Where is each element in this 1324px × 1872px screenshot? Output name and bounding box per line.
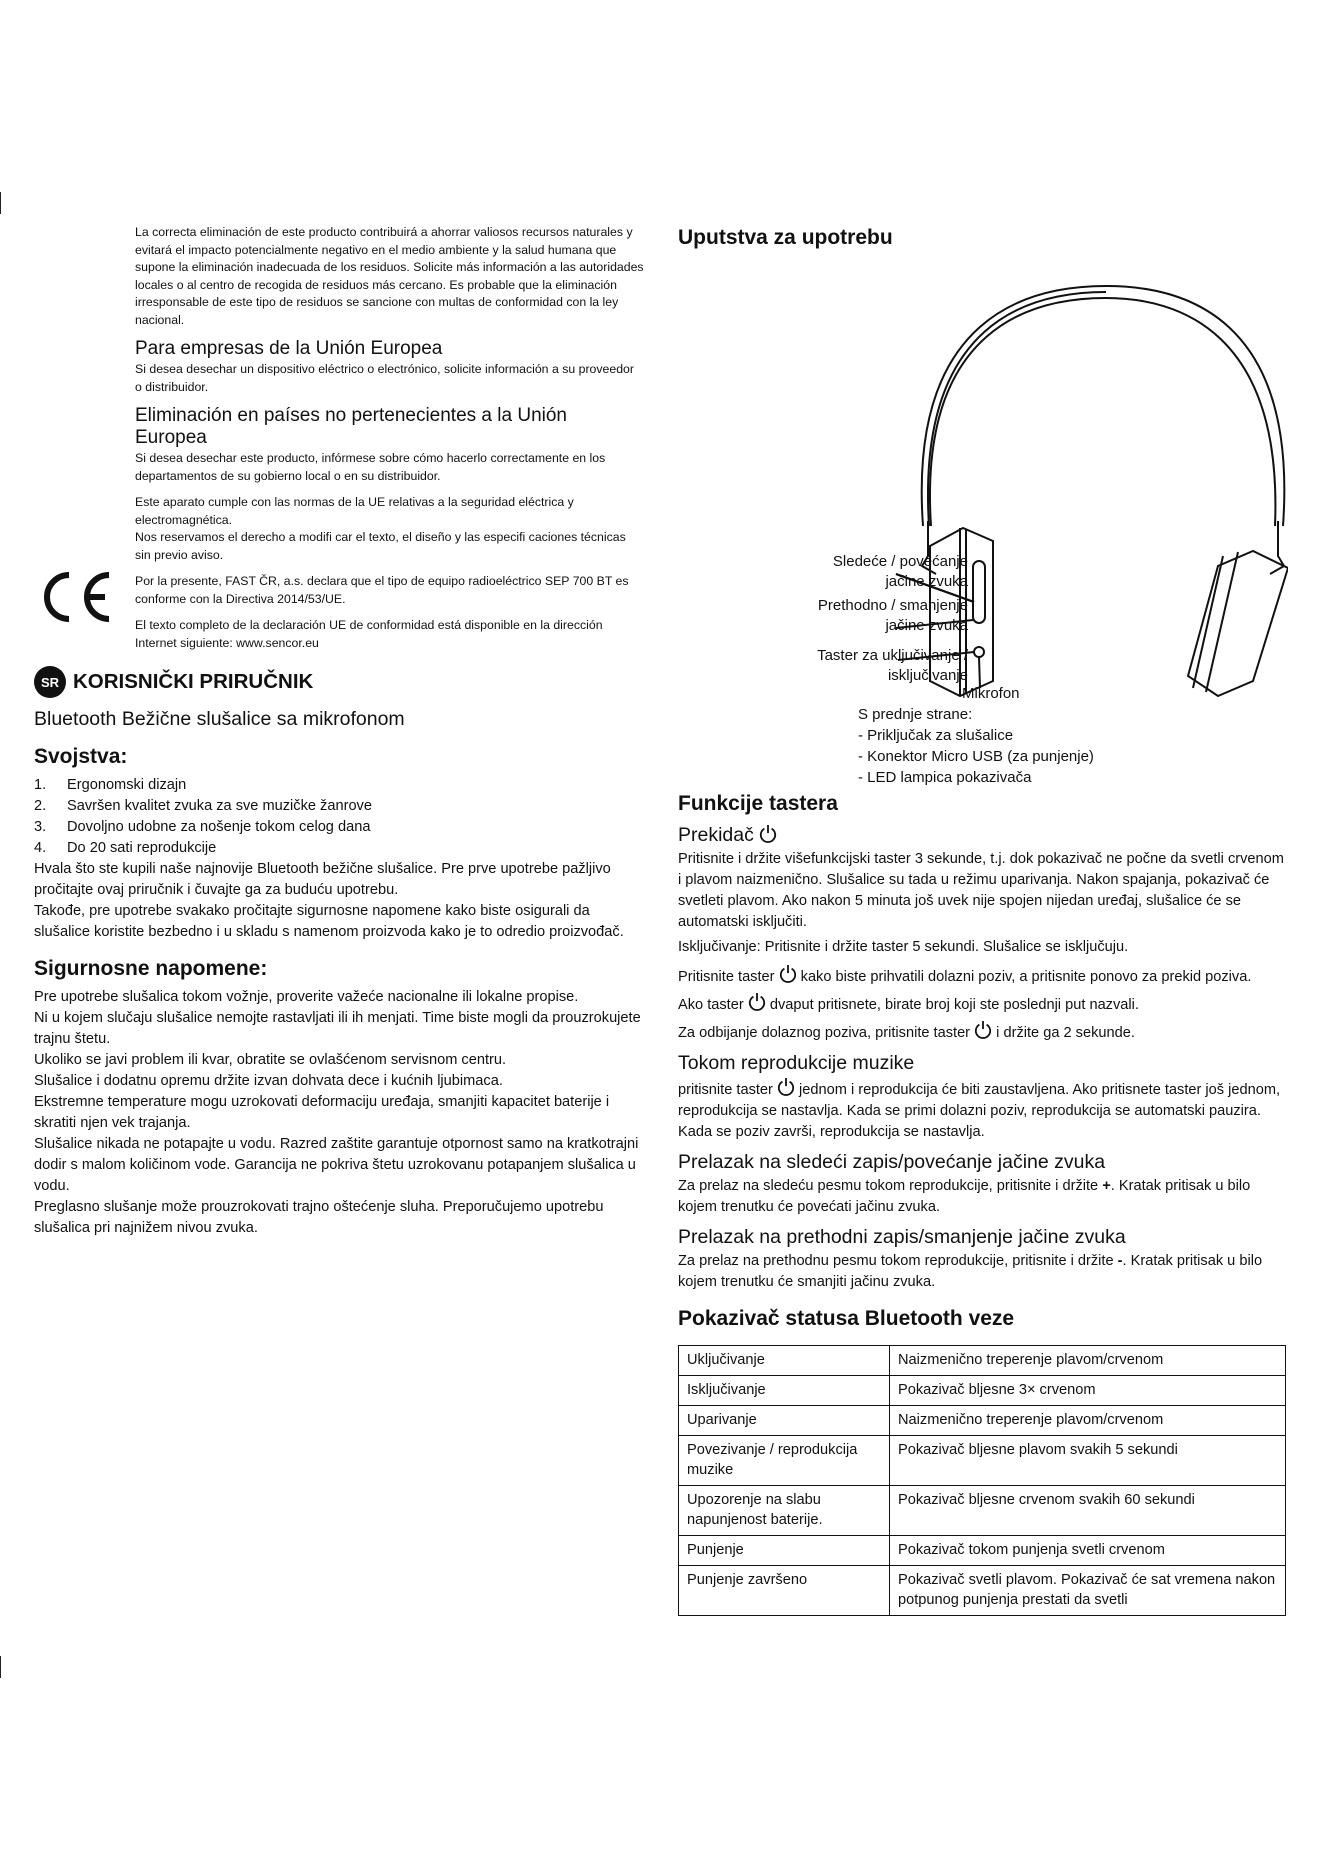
indicator-cell: Pokazivač bljesne plavom svakih 5 sekundi (890, 1436, 1286, 1486)
es-noneu-heading: Eliminación en países no pertenecientes a la Unión Europea (135, 405, 567, 448)
ce-mark-text: CE (35, 569, 37, 570)
safety-paragraph: Slušalice i dodatnu opremu držite izvan dohvata dece i kućnih ljubimaca. (34, 1073, 503, 1089)
es-intro: La correcta eliminación de este producto contribuirá a ahorrar valiosos recursos naturales y evitará el impacto potencialmente negativo en el medio ambiente y la salud humana que supone la eliminación inadecuada de los residuos. Solicite más información a las autoridades locales o al centro de recogida de residuos más cercano. Es probable que la eliminación irresponsable de este tipo de residuos se sancione con multas de conformidad con la ley nacional. (135, 225, 644, 327)
prev-text (678, 1251, 1288, 1293)
switch-heading (678, 824, 1288, 847)
call-reject (678, 1020, 1288, 1044)
call-redial-b: dvaput pritisnete, birate broj koji ste poslednji put nazvali. (769, 997, 1139, 1013)
minus-key: - (1117, 1253, 1123, 1269)
power-icon (779, 964, 797, 984)
es-declaration: Por la presente, FAST ČR, a.s. declara que el tipo de equipo radioeléctrico SEP 700 BT es conforme con la Directiva 2014/53/UE. (135, 574, 629, 606)
list-item: - LED lampica pokazivača (858, 769, 1032, 786)
manual-header (34, 666, 644, 698)
label-next-line1: Sledeće / povećanje (832, 553, 968, 570)
list-text: Savršen kvalitet zvuka za sve muzičke žanrove (67, 798, 372, 814)
call-accept-a: Pritisnite taster (678, 969, 775, 985)
state-cell: Uključivanje (679, 1346, 890, 1376)
ce-row (35, 569, 644, 652)
call-accept (678, 964, 1288, 988)
music-paragraph (678, 1077, 1288, 1143)
indicator-cell: Naizmenično treperenje plavom/crvenom (890, 1406, 1286, 1436)
safety-paragraph: Pre upotrebe slušalica tokom vožnje, proverite važeće nacionalne ili lokalne propise. (34, 989, 579, 1005)
music-b: jednom i reprodukcija će biti zaustavljena. Ako pritisnete taster još jednom, reprodukcija se nastavlja. Kada se primi dolazni poziv, reprodukcija se automatski pauzira. Kada se poziv završi, reprodukcija se nastavlja. (678, 1082, 1281, 1140)
list-item (34, 838, 644, 859)
indicator-cell: Pokazivač svetli plavom. Pokazivač će sat vremena nakon potpunog punjenja prestati da svetli (890, 1566, 1286, 1616)
switch-heading-text: Prekidač (678, 824, 754, 846)
prev-paragraph (678, 1251, 1288, 1293)
safety-paragraph: Ni u kojem slučaju slušalice nemojte rastavljati ili ih menjati. Time biste mogli da prouzrokujete trajnu štetu. (34, 1010, 641, 1047)
safety-paragraph: Ukoliko se javi problem ili kvar, obratite se ovlašćenom servisnom centru. (34, 1052, 507, 1068)
front-title: S prednje strane: (858, 706, 973, 723)
es-compliance (135, 494, 644, 564)
label-power-line2: isključivanje (887, 667, 968, 684)
features-heading: Svojstva: (34, 745, 128, 768)
table-row (679, 1486, 1286, 1536)
es-compliance-text: Este aparato cumple con las normas de la UE relativas a la seguridad eléctrica y electromagnética. (135, 495, 574, 527)
label-power-line1: Taster za uključivanje / (817, 647, 968, 664)
call-reject-b: i držite ga 2 sekunde. (996, 1025, 1135, 1041)
safety-text (34, 987, 644, 1239)
state-cell: Uparivanje (679, 1406, 890, 1436)
state-cell: Punjenje (679, 1536, 890, 1566)
next-text (678, 1176, 1288, 1218)
state-cell: Punjenje završeno (679, 1566, 890, 1616)
front-list (858, 725, 1094, 788)
safety-paragraph: Slušalice nikada ne potapajte u vodu. Razred zaštite garantuje otpornost samo na kratkotrajni dodir s malom količinom vode. Garancija ne pokriva štetu uzrokovanu potapanjem slušalica u vodu. (34, 1136, 639, 1194)
label-mic: Mikrofon (962, 685, 1020, 702)
label-next-line2: jačine zvuka (885, 573, 968, 590)
also-paragraph: Takođe, pre upotrebe svakako pročitajte sigurnosne napomene kako biste osigurali da slušalice koristite bezbedno i u skladu s namenom proizvoda kako je to odredio proizvođač. (34, 903, 624, 940)
list-number: 2. (34, 798, 47, 814)
list-number: 3. (34, 819, 47, 835)
prev-a: Za prelaz na prethodnu pesmu tokom reprodukcije, pritisnite i držite (678, 1253, 1114, 1269)
switch-off-paragraph: Isključivanje: Pritisnite i držite taster 5 sekundi. Slušalice se isključuju. (678, 939, 1129, 955)
list-number: 4. (34, 840, 47, 856)
list-item (34, 796, 644, 817)
list-text: Ergonomski dizajn (67, 777, 187, 793)
music-heading: Tokom reprodukcije muzike (678, 1052, 915, 1074)
es-noneu-text: Si desea desechar este producto, infórmese sobre cómo hacerlo correctamente en los departamentos de su gobierno local o en su distribuidor. (135, 451, 606, 483)
list-item (34, 775, 644, 796)
indicator-cell: Naizmenično treperenje plavom/crvenom (890, 1346, 1286, 1376)
list-item: - Priključak za slušalice (858, 727, 1014, 744)
prev-b: . Kratak pritisak u bilo kojem trenutku će smanjiti jačinu zvuka. (678, 1253, 1263, 1290)
call-redial-a: Ako taster (678, 997, 744, 1013)
power-icon (974, 1020, 992, 1040)
status-heading: Pokazivač statusa Bluetooth veze (678, 1307, 1015, 1330)
crop-mark-top (0, 192, 1, 214)
state-cell: Upozorenje na slabu napunjenost baterije. (679, 1486, 890, 1536)
list-number: 1. (34, 777, 47, 793)
ce-mark-icon (35, 569, 115, 625)
table-row (679, 1536, 1286, 1566)
list-text: Dovoljno udobne za nošenje tokom celog dana (67, 819, 371, 835)
power-icon (748, 992, 766, 1012)
indicator-cell: Pokazivač bljesne crvenom svakih 60 sekundi (890, 1486, 1286, 1536)
list-item: - Konektor Micro USB (za punjenje) (858, 748, 1094, 765)
prev-heading: Prelazak na prethodni zapis/smanjenje jačine zvuka (678, 1226, 1126, 1248)
usage-heading: Uputstva za upotrebu (678, 226, 893, 249)
switch-paragraph: Pritisnite i držite višefunkcijski taster 3 sekunde, t.j. dok pokazivač ne počne da svetli crvenom i plavom naizmenično. Slušalice su tada u režimu uparivanja. Nakon spajanja, pokazivač će svetleti plavom. Ako nakon 5 minuta još uvek nije spojen nijedan uređaj, slušalice će se automatski isključiti. (678, 851, 1284, 930)
next-paragraph (678, 1176, 1288, 1218)
switch-text (678, 849, 1288, 1044)
safety-paragraph: Preglasno slušanje može prouzrokovati trajno oštećenje sluha. Preporučujemo upotrebu slušalica pri najnižem nivou zvuka. (34, 1199, 604, 1236)
plus-key: + (1102, 1178, 1111, 1194)
state-cell: Isključivanje (679, 1376, 890, 1406)
es-eu-text: Si desea desechar un dispositivo eléctrico o electrónico, solicite información a su proveedor o distribuidor. (135, 362, 634, 394)
next-b: . Kratak pritisak u bilo kojem trenutku će povećati jačinu zvuka. (678, 1178, 1251, 1215)
es-full-text: El texto completo de la declaración UE de conformidad está disponible en la dirección Internet siguiente: www.sencor.eu (135, 618, 603, 650)
music-a: pritisnite taster (678, 1082, 773, 1098)
call-accept-b: kako biste prihvatili dolazni poziv, a pritisnite ponovo za prekid poziva. (800, 969, 1252, 985)
spanish-section (35, 224, 644, 652)
indicator-cell: Pokazivač tokom punjenja svetli crvenom (890, 1536, 1286, 1566)
state-cell: Povezivanje / reprodukcija muzike (679, 1436, 890, 1486)
call-redial (678, 992, 1288, 1016)
buttons-heading: Funkcije tastera (678, 792, 838, 815)
thanks-paragraph: Hvala što ste kupili naše najnovije Bluetooth bežične slušalice. Pre prve upotrebe pažljivo pročitajte ovaj priručnik i čuvajte ga za buduću upotrebu. (34, 861, 611, 898)
next-a: Za prelaz na sledeću pesmu tokom reprodukcije, pritisnite i držite (678, 1178, 1099, 1194)
indicator-cell: Pokazivač bljesne 3× crvenom (890, 1376, 1286, 1406)
front-side (858, 704, 1094, 788)
label-next (758, 552, 968, 592)
crop-mark-bottom (0, 1656, 1, 1678)
list-text: Do 20 sati reprodukcije (67, 840, 217, 856)
label-prev-line1: Prethodno / smanjenje (817, 597, 968, 614)
language-badge: SR (34, 666, 66, 698)
status-table (678, 1345, 1286, 1616)
table-row (679, 1376, 1286, 1406)
safety-paragraph: Ekstremne temperature mogu uzrokovati deformaciju uređaja, smanjiti kapacitet baterije i skratiti njen vek trajanja. (34, 1094, 610, 1131)
manual-title: KORISNIČKI PRIRUČNIK (73, 670, 314, 693)
table-row (679, 1346, 1286, 1376)
manual-subtitle: Bluetooth Bežične slušalice sa mikrofonom (34, 708, 405, 730)
features-list (34, 775, 644, 859)
power-icon (777, 1077, 795, 1097)
music-text (678, 1077, 1288, 1143)
label-power (718, 646, 968, 686)
table-row (679, 1436, 1286, 1486)
list-item (34, 817, 644, 838)
table-row (679, 1566, 1286, 1616)
table-row (679, 1406, 1286, 1436)
intro-text (34, 859, 644, 943)
next-heading: Prelazak na sledeći zapis/povećanje jačine zvuka (678, 1151, 1106, 1173)
safety-heading: Sigurnosne napomene: (34, 957, 268, 980)
call-reject-a: Za odbijanje dolaznog poziva, pritisnite taster (678, 1025, 971, 1041)
right-column (678, 224, 1288, 1616)
headphone-diagram (678, 256, 1288, 786)
left-column (34, 224, 644, 1239)
label-prev (718, 596, 968, 636)
power-icon (759, 824, 777, 844)
es-eu-heading: Para empresas de la Unión Europea (135, 338, 443, 359)
es-reserve-text: Nos reservamos el derecho a modifi car el texto, el diseño y las especifi caciones técnicas sin previo aviso. (135, 530, 626, 562)
label-prev-line2: jačine zvuka (885, 617, 968, 634)
